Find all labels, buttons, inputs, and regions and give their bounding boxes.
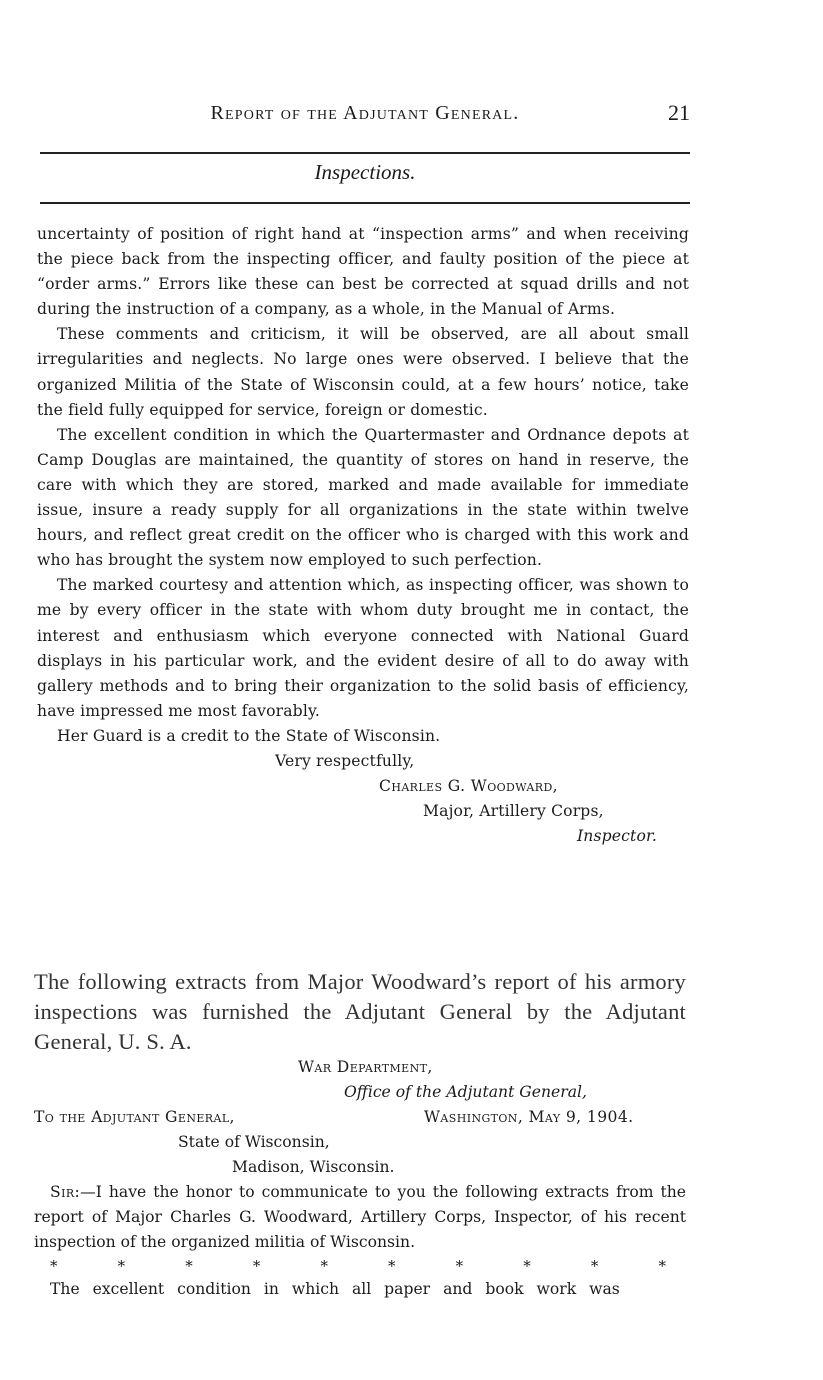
header-title: Report of the Adjutant General. xyxy=(210,102,520,124)
letter-place-date: Washington, May 9, 1904. xyxy=(424,1108,634,1126)
paragraph: uncertainty of position of right hand at “inspection arms” and when receiving the piece back from the inspecting officer, and faulty position of the piece at “order arms.” Errors like these can best be corrected at squad drills and not during the instruction of a company, as a whole, in the Manual of Arms. xyxy=(37,225,689,319)
paragraph: Her Guard is a credit to the State of Wisconsin. xyxy=(57,726,441,745)
letter-recipient-city: Madison, Wisconsin. xyxy=(232,1158,395,1176)
letter-salutation: Sir: xyxy=(50,1183,81,1201)
body-text xyxy=(37,222,689,849)
signature-rank: Major, Artillery Corps, xyxy=(423,802,604,821)
ellipsis-stars xyxy=(34,1255,686,1277)
star: * xyxy=(523,1257,531,1275)
paragraph: The excellent condition in which the Quartermaster and Ordnance depots at Camp Douglas are maintained, the quantity of stores on hand in reserve, the care with which they are stored, marked and made available for immediate issue, insure a ready supply for all organizations in the state within twelve hours, and reflect great credit on the officer who is charged with this work and who has brought the system now employed to such perfection. xyxy=(37,425,689,570)
paragraph: These comments and criticism, it will be observed, are all about small irregularities and neglects. No large ones were observed. I believe that the organized Militia of the State of Wisconsin could, at a few hours’ notice, take the field fully equipped for service, foreign or domestic. xyxy=(37,325,689,419)
star: * xyxy=(388,1257,396,1275)
star: * xyxy=(455,1257,464,1275)
signature-closing: Very respectfully, xyxy=(275,751,415,770)
page-number: 21 xyxy=(668,100,690,125)
star: * xyxy=(658,1257,666,1275)
letter-address-row xyxy=(34,1105,686,1130)
star: * xyxy=(50,1257,58,1275)
letter-body xyxy=(34,1180,686,1255)
star: * xyxy=(117,1257,126,1275)
signature-name: Charles G. Woodward, xyxy=(379,777,559,796)
letter-body-text: —I have the honor to communicate to you the following extracts from the report of Major Charles G. Woodward, Artillery Corps, Inspector, of his recent inspection of the organized militia of Wisconsin. xyxy=(34,1183,686,1251)
star: * xyxy=(252,1257,261,1275)
letter-department: War Department, xyxy=(298,1058,433,1076)
letter-continuation: The excellent condition in which all paper and book work was xyxy=(50,1280,620,1298)
header-rule-bottom xyxy=(40,202,690,204)
running-header xyxy=(40,100,690,132)
section-title: Inspections. xyxy=(314,160,416,184)
intro-paragraph: The following extracts from Major Woodward’s report of his armory inspections was furnished the Adjutant General by the Adjutant General, U. S. A. xyxy=(34,969,686,1054)
letter-recipient-state: State of Wisconsin, xyxy=(178,1133,330,1151)
star: * xyxy=(590,1257,599,1275)
paragraph: The marked courtesy and attention which, as inspecting officer, was shown to me by every officer in the state with whom duty brought me in contact, the interest and enthusiasm which everyone connected with National Guard displays in his particular work, and the evident desire of all to do away with gallery methods and to bring their organization to the solid basis of efficiency, have impressed me most favorably. xyxy=(37,576,689,720)
header-rule-top xyxy=(40,152,690,154)
letter xyxy=(34,1055,686,1302)
letter-office: Office of the Adjutant General, xyxy=(344,1083,587,1101)
star: * xyxy=(320,1257,328,1275)
signature-title: Inspector. xyxy=(577,827,658,846)
star: * xyxy=(185,1257,193,1275)
letter-recipient: To the Adjutant General, xyxy=(34,1108,235,1126)
